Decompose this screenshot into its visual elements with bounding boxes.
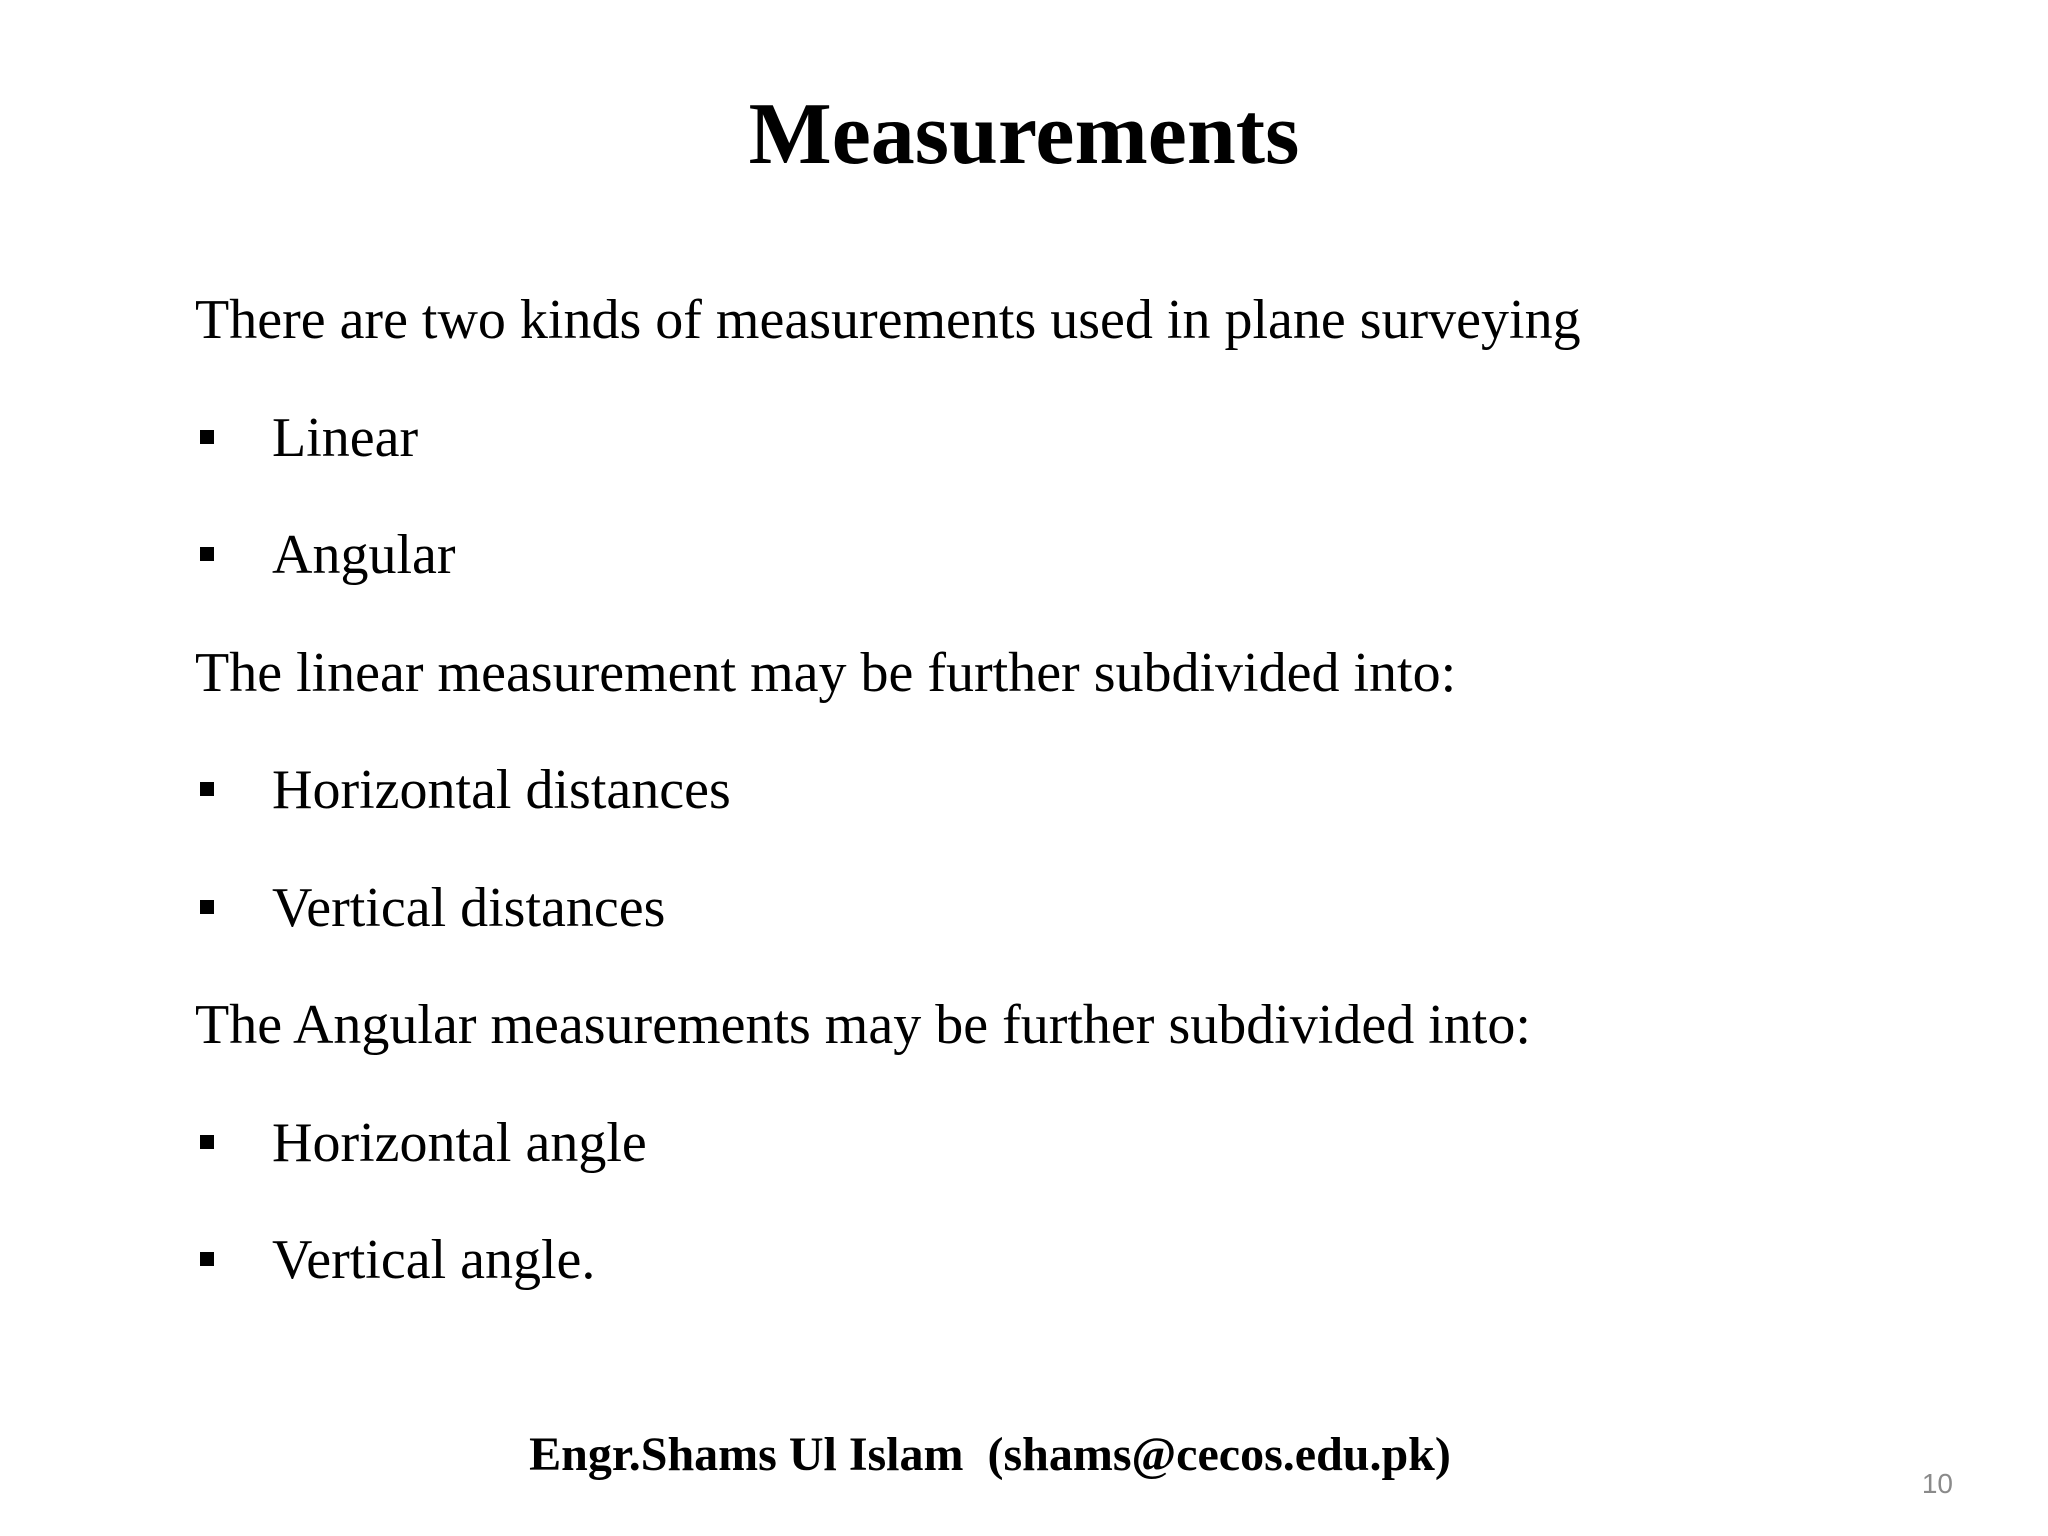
square-bullet-icon <box>200 1135 214 1149</box>
square-bullet-icon <box>200 1252 214 1266</box>
slide-footer: Engr.Shams Ul Islam (shams@cecos.edu.pk) <box>529 1428 1451 1481</box>
page-number: 10 <box>1921 1468 1953 1499</box>
list-item-text: Angular <box>272 524 456 586</box>
list-item-text: Horizontal angle <box>272 1112 647 1174</box>
list-item-text: Vertical angle. <box>272 1229 596 1291</box>
list-item-text: Horizontal distances <box>272 759 731 821</box>
square-bullet-icon <box>200 430 214 444</box>
slide-title: Measurements <box>748 86 1300 183</box>
intro-text: There are two kinds of measurements used in plane surveying <box>195 289 1581 351</box>
list-item-text: Linear <box>272 407 419 469</box>
square-bullet-icon <box>200 782 214 796</box>
square-bullet-icon <box>200 900 214 914</box>
linear-intro-text: The linear measurement may be further subdivided into: <box>195 642 1457 704</box>
list-item-text: Vertical distances <box>272 877 666 939</box>
square-bullet-icon <box>200 547 214 561</box>
angular-intro-text: The Angular measurements may be further subdivided into: <box>195 994 1531 1056</box>
